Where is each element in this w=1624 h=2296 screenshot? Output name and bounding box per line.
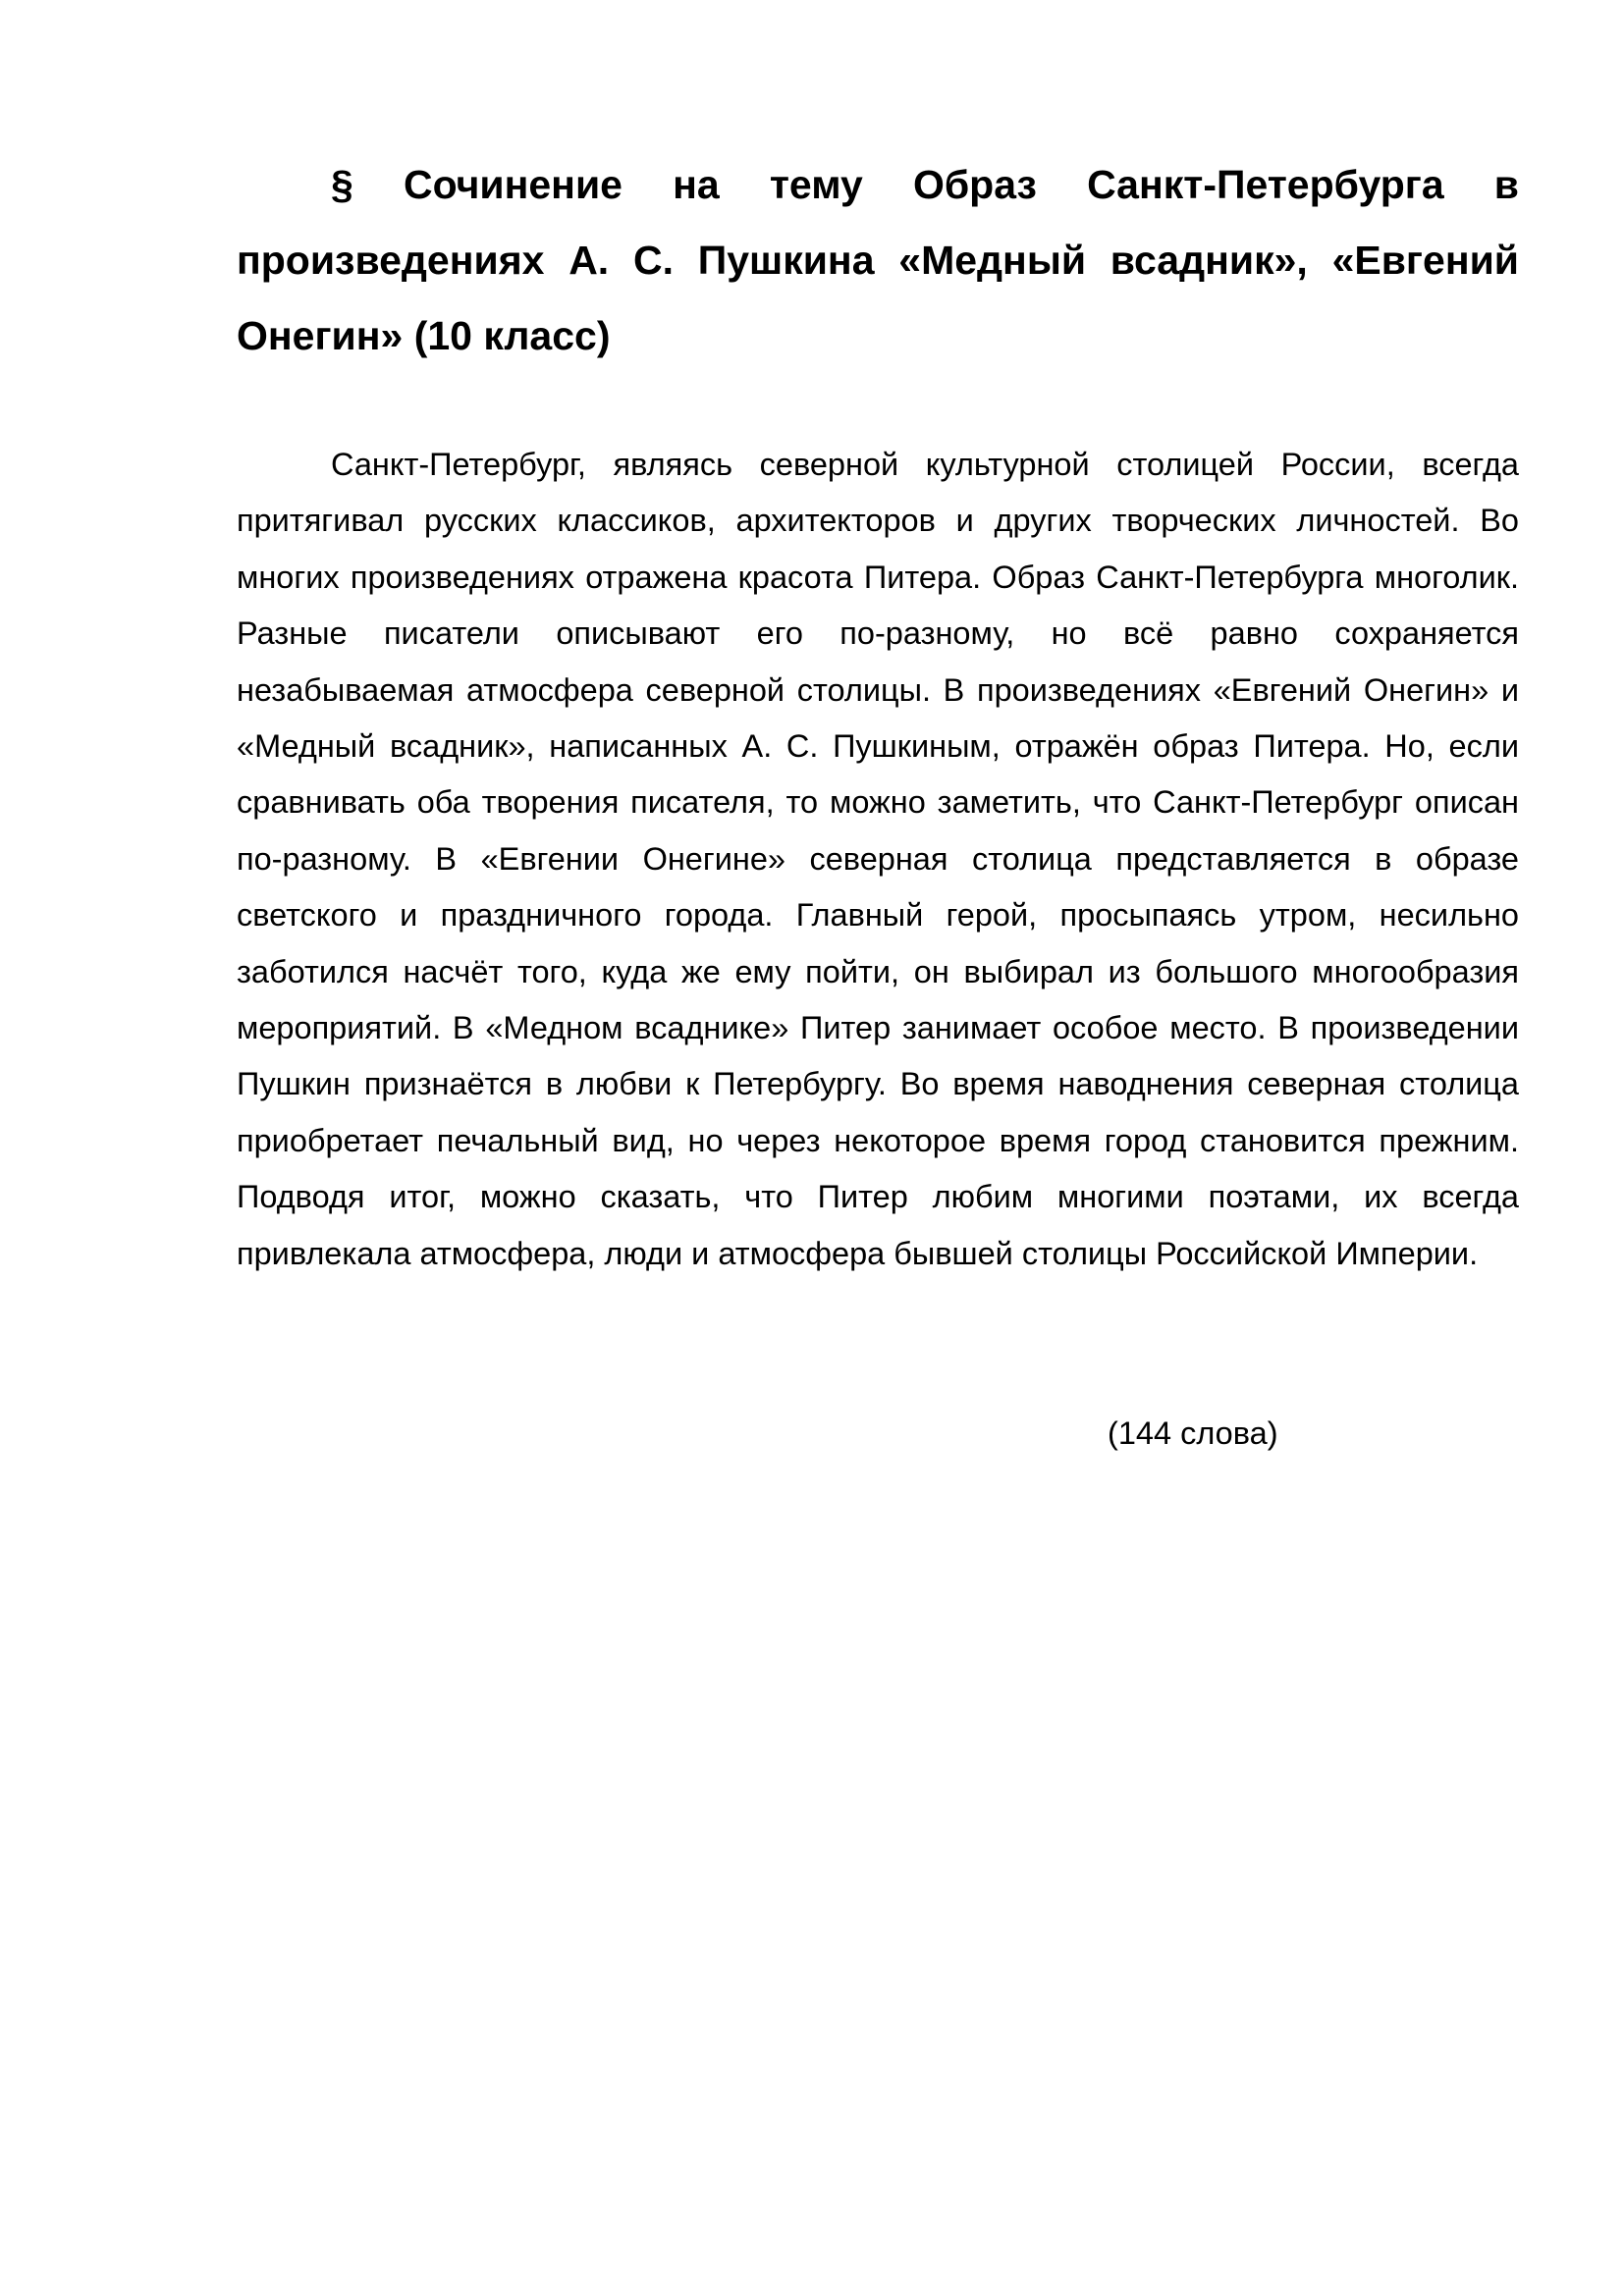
word-count: (144 слова) — [1108, 1415, 1278, 1451]
essay-paragraph: Санкт-Петербург, являясь северной культурной столицей России, всегда притягивал русских классиков, архитекторов и других творческих личностей. Во многих произведениях отражена красота Питера. Образ Санкт-Петербурга многолик. Разные писатели описывают его по-разному, но всё равно сохраняется незабываемая атмосфера северной столицы. В произведениях «Евгений Онегин» и «Медный всадник», написанных А. С. Пушкиным, отражён образ Питера. Но, если сравнивать оба творения писателя, то можно заметить, что Санкт-Петербург описан по-разному. В «Евгении Онегине» северная столица представляется в образе светского и праздничного города. Главный герой, просыпаясь утром, несильно заботился насчёт того, куда же ему пойти, он выбирал из большого многообразия мероприятий. В «Медном всаднике» Питер занимает особое место. В произведении Пушкин признаётся в любви к Петербургу. Во время наводнения северная столица приобретает печальный вид, но через некоторое время город становится прежним. Подводя итог, можно сказать, что Питер любим многими поэтами, их всегда привлекала атмосфера, люди и атмосфера бывшей столицы Российской Империи. — [237, 447, 1519, 1271]
document-title: § Сочинение на тему Образ Санкт-Петербурга в произведениях А. С. Пушкина «Медный всадник», «Евгений Онегин» (10 класс) — [237, 162, 1519, 358]
